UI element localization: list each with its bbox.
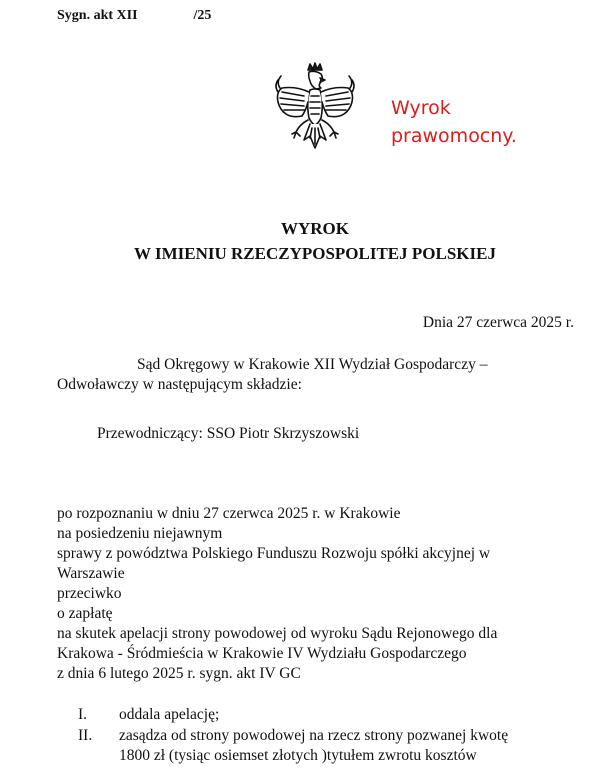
case-signature-prefix: Sygn. akt XII	[57, 8, 138, 23]
court-composition-line: Sąd Okręgowy w Krakowie XII Wydział Gospodarczy –	[137, 356, 488, 373]
redaction	[138, 10, 194, 22]
body-line: na posiedzeniu niejawnym	[57, 525, 223, 542]
body-line: po rozpoznaniu w dniu 27 czerwca 2025 r. w Krakowie	[57, 505, 401, 522]
court-composition-line: Odwoławczy w następującym składzie:	[57, 376, 302, 393]
body-line: przeciwko	[57, 585, 122, 602]
judgment-date: Dnia 27 czerwca 2025 r.	[422, 314, 574, 331]
ruling-text: 1800 zł (tysiąc osiemset złotych )tytułem zwrotu kosztów	[119, 747, 477, 764]
judgment-subtitle: W IMIENIU RZECZYPOSPOLITEJ POLSKIEJ	[134, 244, 496, 263]
body-line: Warszawie	[57, 565, 125, 582]
presiding-judge: Przewodniczący: SSO Piotr Skrzyszowski	[97, 425, 360, 442]
body-line: na skutek apelacji strony powodowej od wyroku Sądu Rejonowego dla	[57, 625, 498, 642]
finality-stamp: Wyrok prawomocny.	[391, 97, 517, 147]
ruling-text: zasądza od strony powodowej na rzecz strony pozwanej kwotę	[119, 727, 509, 744]
polish-eagle-emblem-icon	[272, 62, 358, 160]
case-signature	[57, 8, 211, 24]
body-line: Krakowa - Śródmieścia w Krakowie IV Wydziału Gospodarczego	[57, 645, 467, 662]
ruling-number: II.	[78, 727, 93, 744]
body-line: sprawy z powództwa Polskiego Funduszu Rozwoju spółki akcyjnej w	[57, 545, 491, 562]
case-signature-suffix: /25	[193, 8, 212, 23]
body-line: o zapłatę	[57, 605, 113, 622]
judgment-title: WYROK	[281, 219, 349, 238]
ruling-text: oddala apelację;	[119, 706, 220, 723]
body-line: z dnia 6 lutego 2025 r. sygn. akt IV GC	[57, 665, 301, 682]
ruling-number: I.	[78, 706, 88, 723]
